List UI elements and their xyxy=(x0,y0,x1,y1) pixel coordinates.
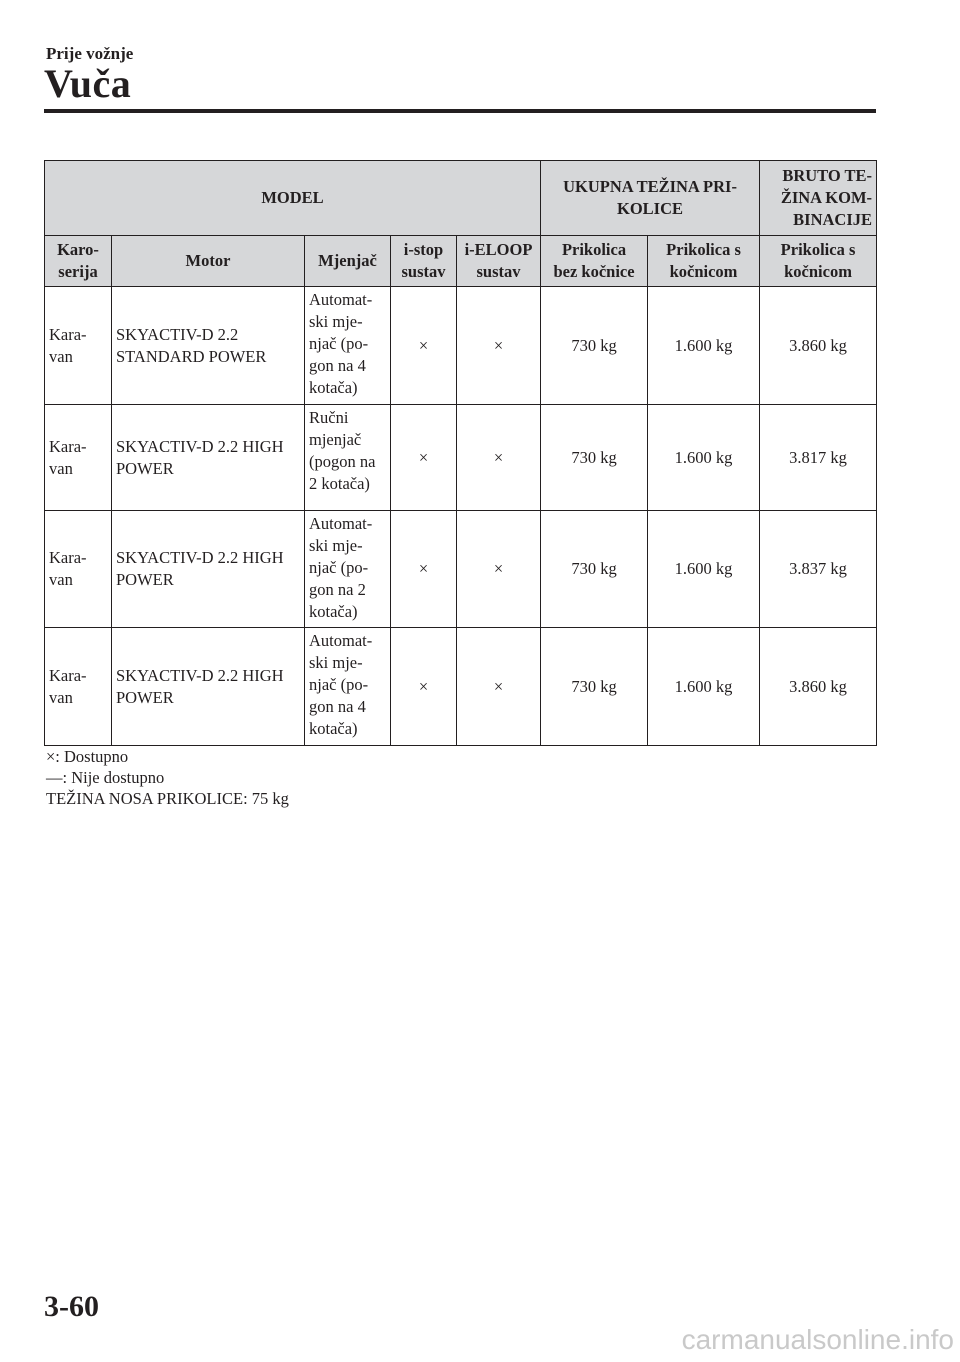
cell-unbraked: 730 kg xyxy=(541,405,648,511)
cell-unbraked: 730 kg xyxy=(541,287,648,405)
cell-gross: 3.837 kg xyxy=(760,511,877,628)
cell-braked: 1.600 kg xyxy=(648,628,760,746)
cell-istop: × xyxy=(391,511,457,628)
header-engine: Motor xyxy=(112,236,305,287)
header-model: MODEL xyxy=(45,161,541,236)
cell-braked: 1.600 kg xyxy=(648,405,760,511)
page-title: Vuča xyxy=(44,61,132,106)
cell-engine: SKYACTIV-D 2.2 HIGH POWER xyxy=(112,511,305,628)
cell-ieloop: × xyxy=(457,628,541,746)
cell-ieloop: × xyxy=(457,405,541,511)
column-header-row xyxy=(45,236,877,287)
header-gross-combination: BRUTO TE- ŽINA KOM- BINACIJE xyxy=(760,161,877,236)
cell-body: Kara- van xyxy=(45,511,112,628)
tongue-weight-note: TEŽINA NOSA PRIKOLICE: 75 kg xyxy=(46,789,289,808)
cell-istop: × xyxy=(391,405,457,511)
cell-engine: SKYACTIV-D 2.2 HIGH POWER xyxy=(112,628,305,746)
towing-spec-table xyxy=(44,160,877,746)
cell-braked: 1.600 kg xyxy=(648,287,760,405)
cell-gross: 3.860 kg xyxy=(760,628,877,746)
header-trailer-weight: UKUPNA TEŽINA PRI- KOLICE xyxy=(541,161,760,236)
legend-available: ×: Dostupno xyxy=(46,747,129,766)
cell-body: Kara- van xyxy=(45,287,112,405)
header-gross-braked: Prikolica s kočnicom xyxy=(760,236,877,287)
cell-istop: × xyxy=(391,628,457,746)
header-transmission: Mjenjač xyxy=(305,236,391,287)
section-label: Prije vožnje xyxy=(46,44,134,63)
cell-gross: 3.860 kg xyxy=(760,287,877,405)
page-number: 3-60 xyxy=(44,1290,99,1323)
watermark: carmanualsonline.info xyxy=(681,1324,954,1355)
table-legend xyxy=(46,746,289,809)
header-unbraked: Prikolica bez kočnice xyxy=(541,236,648,287)
table-row xyxy=(45,287,877,405)
cell-gross: 3.817 kg xyxy=(760,405,877,511)
cell-istop: × xyxy=(391,287,457,405)
cell-ieloop: × xyxy=(457,511,541,628)
legend-not-available: ―: Nije dostupno xyxy=(46,768,165,787)
header-ieloop: i-ELOOP sustav xyxy=(457,236,541,287)
cell-braked: 1.600 kg xyxy=(648,511,760,628)
cell-engine: SKYACTIV-D 2.2 STANDARD POWER xyxy=(112,287,305,405)
cell-transmission: Automat- ski mje- njač (po- gon na 2 kotača) xyxy=(305,511,391,628)
table-row xyxy=(45,405,877,511)
cell-transmission: Ručni mjenjač (pogon na 2 kotača) xyxy=(305,405,391,511)
header-braked: Prikolica s kočnicom xyxy=(648,236,760,287)
cell-engine: SKYACTIV-D 2.2 HIGH POWER xyxy=(112,405,305,511)
cell-body: Kara- van xyxy=(45,628,112,746)
table-row xyxy=(45,628,877,746)
cell-unbraked: 730 kg xyxy=(541,511,648,628)
header-istop: i-stop sustav xyxy=(391,236,457,287)
group-header-row xyxy=(45,161,877,236)
title-divider xyxy=(44,109,876,113)
cell-transmission: Automat- ski mje- njač (po- gon na 4 kotača) xyxy=(305,287,391,405)
cell-unbraked: 730 kg xyxy=(541,628,648,746)
cell-body: Kara- van xyxy=(45,405,112,511)
header-body: Karo- serija xyxy=(45,236,112,287)
cell-ieloop: × xyxy=(457,287,541,405)
cell-transmission: Automat- ski mje- njač (po- gon na 4 kotača) xyxy=(305,628,391,746)
table-row xyxy=(45,511,877,628)
